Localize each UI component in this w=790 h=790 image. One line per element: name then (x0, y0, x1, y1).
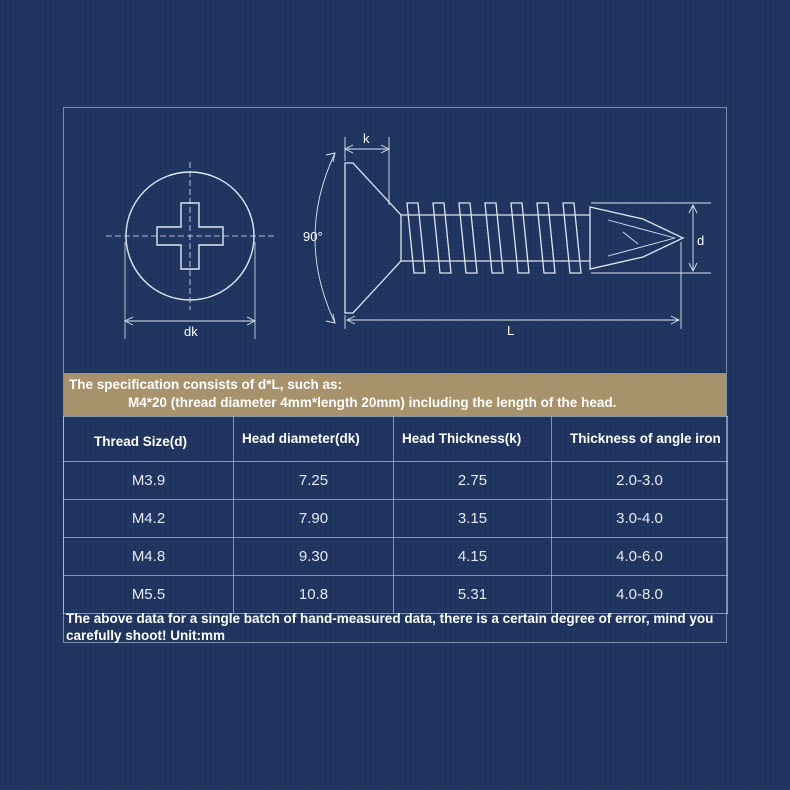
screw-diagram (63, 107, 727, 373)
cell-head-thickness: 3.15 (394, 500, 552, 538)
table-row (64, 500, 728, 538)
table-header-row (64, 417, 728, 462)
cell-head-diameter: 7.90 (234, 500, 394, 538)
cell-head-diameter: 7.25 (234, 462, 394, 500)
cell-thread-size: M4.8 (64, 538, 234, 576)
cell-thread-size: M5.5 (64, 576, 234, 614)
k-label: k (363, 131, 370, 146)
cell-thread-size: M3.9 (64, 462, 234, 500)
screw-side-view (345, 163, 683, 313)
cell-head-thickness: 5.31 (394, 576, 552, 614)
cell-head-thickness: 4.15 (394, 538, 552, 576)
spec-line-2: M4*20 (thread diameter 4mm*length 20mm) including the length of the head. (128, 395, 617, 410)
table-row (64, 538, 728, 576)
length-label: L (507, 323, 515, 338)
cell-angle-iron: 2.0-3.0 (552, 462, 728, 500)
table-row (64, 462, 728, 500)
header-angle-iron: Thickness of angle iron (552, 417, 728, 462)
angle-label: 90° (303, 229, 323, 244)
spec-banner (64, 373, 726, 416)
header-head-thickness: Head Thickness(k) (394, 417, 552, 462)
cell-head-diameter: 10.8 (234, 576, 394, 614)
dk-label: dk (184, 324, 198, 339)
cell-head-diameter: 9.30 (234, 538, 394, 576)
d-label: d (697, 233, 705, 248)
table-row (64, 576, 728, 614)
spec-table (63, 416, 728, 614)
cell-thread-size: M4.2 (64, 500, 234, 538)
measurement-note: The above data for a single batch of hand-measured data, there is a certain degree of error, mind you carefully shoot! Unit:mm (66, 611, 714, 643)
cell-angle-iron: 4.0-8.0 (552, 576, 728, 614)
header-head-diameter: Head diameter(dk) (234, 417, 394, 462)
length-dimension (345, 242, 681, 329)
d-dimension (591, 203, 711, 273)
cell-angle-iron: 3.0-4.0 (552, 500, 728, 538)
header-thread-size: Thread Size(d) (64, 417, 234, 462)
cell-angle-iron: 4.0-6.0 (552, 538, 728, 576)
spec-line-1: The specification consists of d*L, such as: (69, 377, 343, 392)
cell-head-thickness: 2.75 (394, 462, 552, 500)
screw-head-top-view (106, 162, 276, 339)
